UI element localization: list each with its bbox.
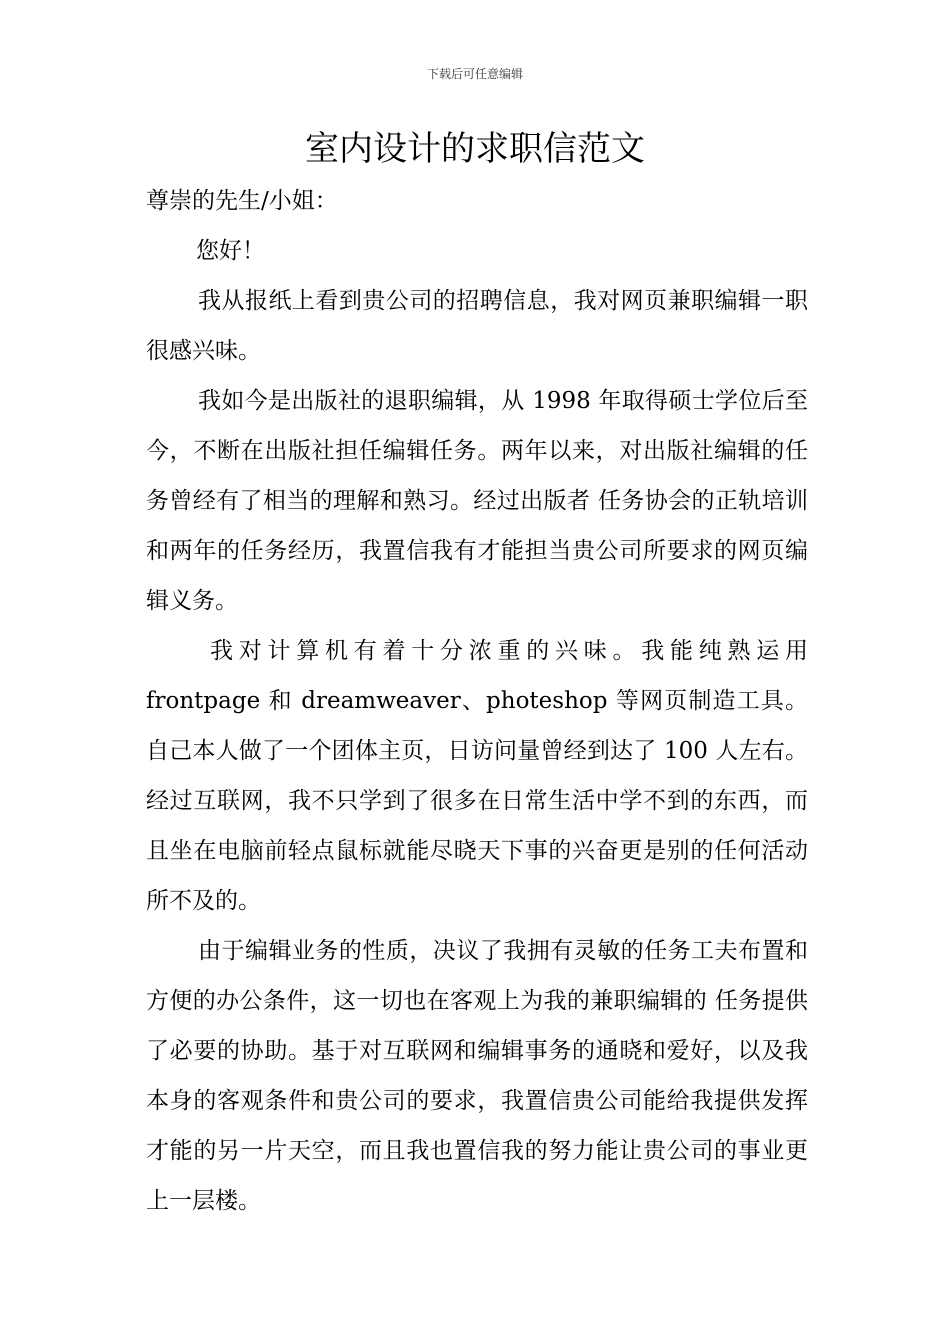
salutation: 尊崇的先生/小姐： — [146, 188, 338, 214]
paragraph-4: 由于编辑业务的性质，决议了我拥有灵敏的任务工夫布置和方便的办公条件，这一切也在客观上为我的兼职编辑的 任务提供了必要的协助。基于对互联网和编辑事务的通晓和爱好，以及我本身的客观条件和贵公司的要求，我置信贵公司能给我提供发挥才能的另一片天空，而且我也置信我的努力能让贵公司的事业更上一层楼。 — [146, 938, 808, 1214]
paragraph-2: 我如今是出版社的退职编辑，从 1998 年取得硕士学位后至今，不断在出版社担任编辑任务。两年以来，对出版社编辑的任务曾经有了相当的理解和熟习。经过出版者 任务协会的正轨培训和两年的任务经历，我置信我有才能担当贵公司所要求的网页编辑义务。 — [146, 388, 808, 614]
document-title: 室内设计的求职信范文 — [305, 129, 645, 169]
header-note: 下载后可任意编辑 — [426, 67, 523, 81]
greeting: 您好！ — [196, 238, 265, 264]
letter-body — [146, 176, 808, 1226]
paragraph-3: 我对计算机有着十分浓重的兴味。我能纯熟运用 frontpage 和 dreamweaver、photeshop 等网页制造工具。自己本人做了一个团体主页，日访问量曾经到达了 100 人左右。经过互联网，我不只学到了很多在日常生活中学不到的东西，而且坐在电脑前轻点鼠标就能尽晓天下事的兴奋更是别的任何活动所不及的。 — [146, 638, 808, 914]
paragraph-1: 我从报纸上看到贵公司的招聘信息，我对网页兼职编辑一职很感兴味。 — [146, 288, 808, 364]
